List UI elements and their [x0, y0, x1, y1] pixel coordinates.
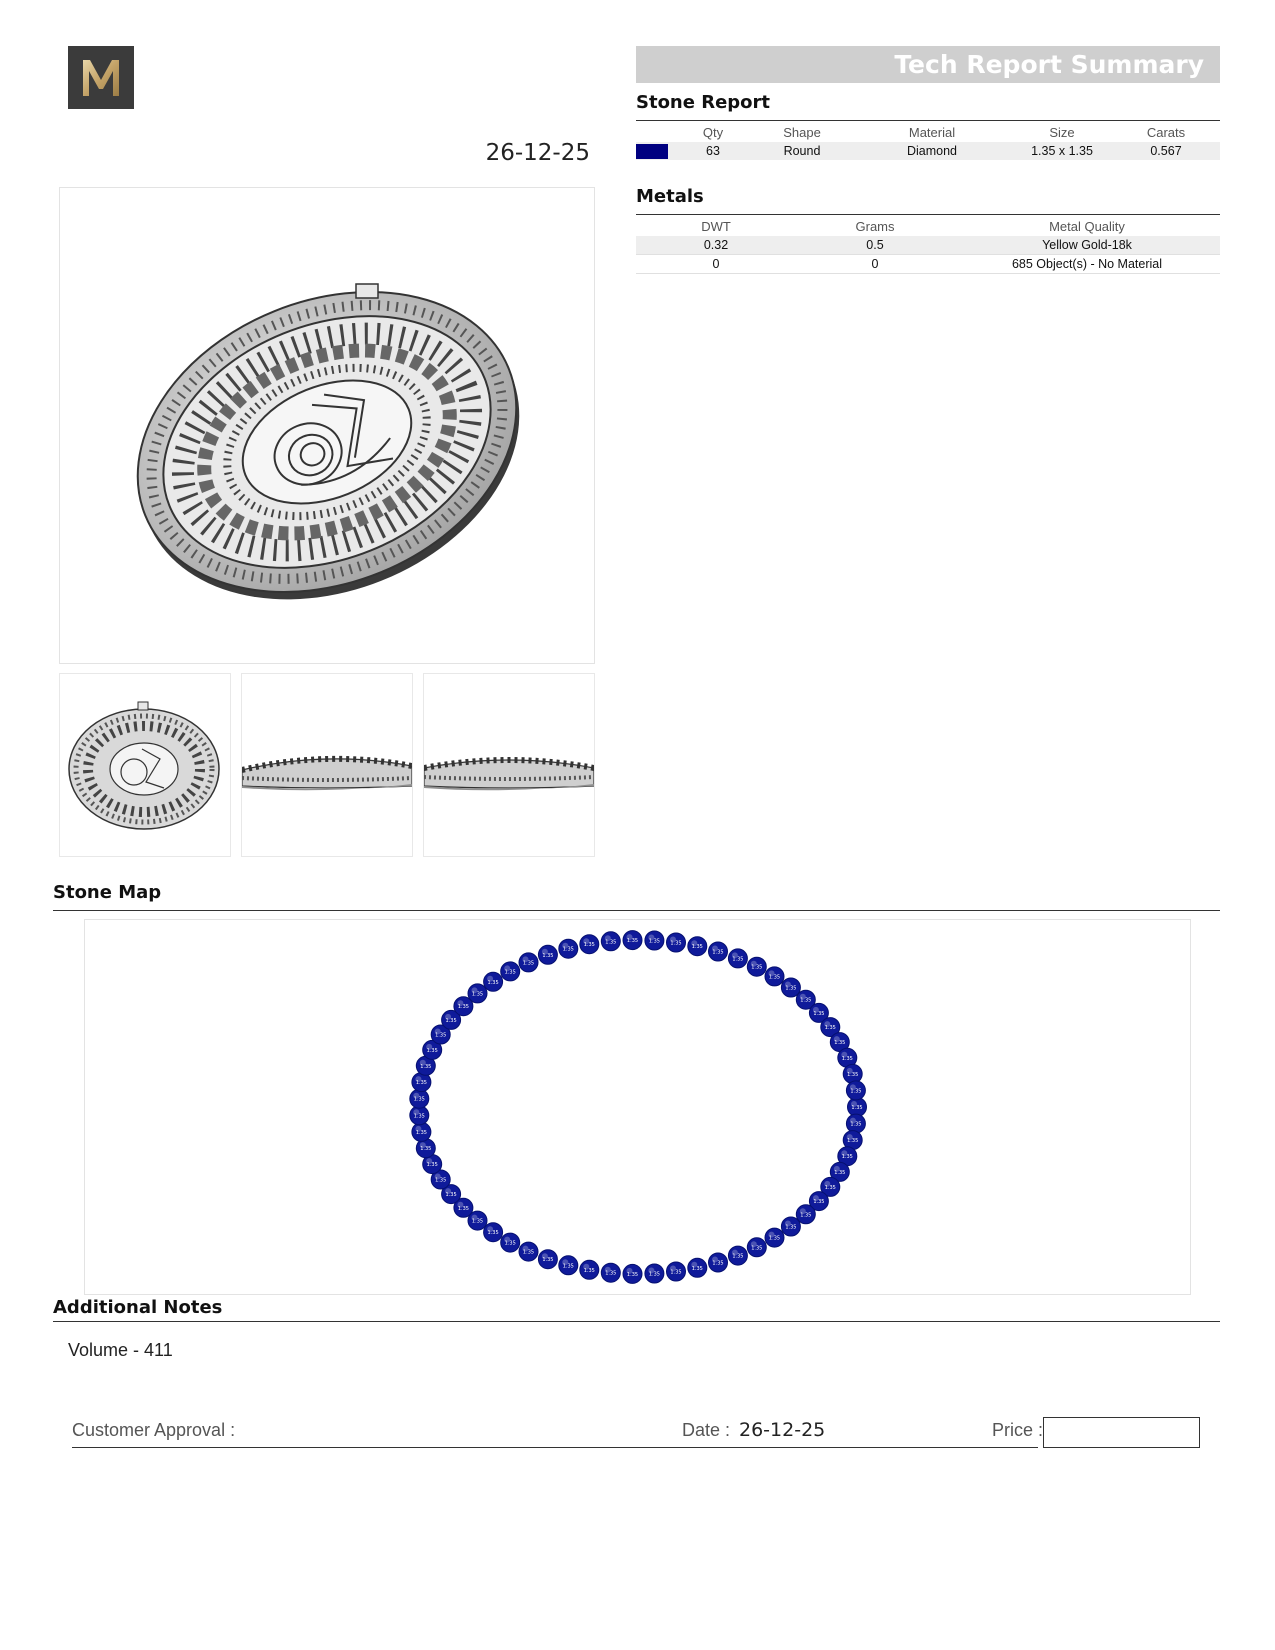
metal-quality-cell: Yellow Gold-18k — [954, 236, 1220, 255]
grams-cell: 0.5 — [796, 236, 954, 255]
stone-marker — [484, 972, 503, 991]
price-input-box[interactable] — [1043, 1417, 1200, 1448]
stone-size-label: 1.35 — [800, 1212, 812, 1219]
stone-marker — [848, 1098, 867, 1117]
stone-map-diagram — [85, 920, 1190, 1294]
carats-column-header: Carats — [1146, 125, 1186, 140]
stone-marker — [559, 1256, 578, 1275]
stone-marker — [688, 937, 707, 956]
price-label: Price : — [992, 1420, 1044, 1440]
stone-size-label: 1.35 — [712, 949, 724, 956]
stone-size-label: 1.35 — [785, 1224, 797, 1231]
stone-size-label: 1.35 — [445, 1192, 457, 1199]
stone-size-label: 1.35 — [457, 1205, 469, 1212]
signature-line[interactable] — [72, 1447, 1038, 1448]
stone-marker — [468, 984, 487, 1003]
stone-marker — [623, 1264, 642, 1283]
stone-size-label: 1.35 — [420, 1063, 432, 1070]
stone-size-label: 1.35 — [457, 1004, 469, 1011]
stone-size-label: 1.35 — [542, 1257, 554, 1264]
title-bar — [636, 46, 1220, 83]
grams-column-header: Grams — [855, 219, 895, 234]
stone-size-label: 1.35 — [850, 1121, 862, 1128]
stone-size-label: 1.35 — [583, 942, 595, 949]
stone-size-label: 1.35 — [751, 964, 763, 971]
stone-marker — [538, 1250, 557, 1269]
stone-size-label: 1.35 — [504, 1240, 516, 1247]
metal-quality-column-header: Metal Quality — [1049, 219, 1125, 234]
stone-marker — [843, 1064, 862, 1083]
stone-map-divider — [53, 910, 1220, 911]
stone-size-label: 1.35 — [712, 1260, 724, 1267]
stone-size-label: 1.35 — [847, 1071, 859, 1078]
stone-map-heading: Stone Map — [53, 882, 162, 903]
stone-size-label: 1.35 — [841, 1055, 853, 1062]
stone-size-label: 1.35 — [562, 946, 574, 953]
stone-size-label: 1.35 — [824, 1184, 836, 1191]
stone-size-label: 1.35 — [813, 1199, 825, 1206]
volume-note: Volume - 411 — [68, 1340, 173, 1360]
stone-size-label: 1.35 — [542, 952, 554, 959]
table-row — [636, 236, 1220, 255]
stone-size-label: 1.35 — [834, 1169, 846, 1176]
color-column-header — [636, 123, 674, 142]
stone-size-label: 1.35 — [648, 938, 660, 945]
thumbnail-front-render — [60, 674, 230, 856]
stone-size-label: 1.35 — [670, 1269, 682, 1276]
stone-size-label: 1.35 — [415, 1129, 427, 1136]
stone-marker — [580, 1260, 599, 1279]
stone-marker — [623, 931, 642, 950]
shape-cell: Round — [783, 144, 821, 158]
stone-size-label: 1.35 — [841, 1154, 853, 1161]
stone-map-view — [84, 919, 1191, 1295]
stone-marker — [559, 939, 578, 958]
metals-header-row — [636, 217, 1220, 236]
stone-size-label: 1.35 — [413, 1113, 425, 1120]
stone-size-label: 1.35 — [800, 997, 812, 1004]
shape-column-header: Shape — [783, 125, 821, 140]
stone-marker — [846, 1114, 865, 1133]
stone-marker — [412, 1122, 431, 1141]
grams-cell: 0 — [796, 255, 954, 274]
stone-marker — [519, 953, 538, 972]
stone-size-label: 1.35 — [471, 1218, 484, 1225]
stone-size-label: 1.35 — [522, 960, 535, 967]
stone-size-label: 1.35 — [504, 969, 516, 976]
stone-size-label: 1.35 — [435, 1177, 447, 1184]
stone-size-label: 1.35 — [732, 956, 744, 963]
table-row — [636, 142, 1220, 160]
stone-size-label: 1.35 — [426, 1047, 438, 1054]
stone-size-label: 1.35 — [847, 1138, 859, 1145]
report-date: 26-12-25 — [485, 140, 590, 166]
stone-marker — [601, 932, 620, 951]
metals-heading: Metals — [636, 186, 704, 207]
stone-marker — [728, 1246, 747, 1265]
stone-size-label: 1.35 — [605, 1270, 617, 1277]
stone-size-label: 1.35 — [834, 1040, 846, 1047]
stone-color-cell — [636, 142, 674, 160]
stone-size-label: 1.35 — [435, 1032, 447, 1039]
stone-size-label: 1.35 — [851, 1105, 863, 1111]
metal-quality-cell: 685 Object(s) - No Material — [954, 255, 1220, 274]
stone-size-label: 1.35 — [583, 1267, 595, 1274]
stone-size-label: 1.35 — [768, 974, 781, 981]
material-cell: Diamond — [906, 144, 958, 158]
stone-marker — [765, 1228, 784, 1247]
stone-marker — [728, 949, 747, 968]
logo-m-icon — [68, 46, 134, 109]
dwt-cell: 0 — [636, 255, 796, 274]
stone-marker — [601, 1263, 620, 1282]
metals-table — [636, 217, 1220, 274]
approval-date-label: Date : — [682, 1420, 731, 1440]
stone-size-label: 1.35 — [415, 1080, 427, 1087]
stone-report-heading: Stone Report — [636, 92, 771, 113]
stone-size-label: 1.35 — [751, 1245, 763, 1252]
metals-divider — [636, 214, 1220, 215]
stone-size-label: 1.35 — [420, 1146, 432, 1153]
size-column-header: Size — [1049, 125, 1075, 140]
thumbnail-side-render — [242, 674, 412, 856]
stone-size-label: 1.35 — [605, 939, 617, 946]
stone-size-label: 1.35 — [691, 1265, 703, 1272]
stone-marker — [667, 933, 686, 952]
stone-size-label: 1.35 — [487, 1230, 499, 1237]
customer-approval-label: Customer Approval : — [72, 1420, 236, 1440]
stone-marker — [709, 942, 728, 961]
stone-size-label: 1.35 — [824, 1025, 836, 1032]
stone-size-label: 1.35 — [522, 1249, 535, 1256]
material-column-header: Material — [908, 125, 956, 140]
stone-marker — [580, 935, 599, 954]
stone-report-table — [636, 123, 1220, 160]
carats-cell: 0.567 — [1150, 144, 1182, 158]
stone-size-label: 1.35 — [487, 979, 499, 986]
stone-marker — [410, 1089, 429, 1108]
thumbnail-side-render-2 — [424, 674, 594, 856]
pendant-render — [60, 188, 594, 663]
stone-size-label: 1.35 — [471, 991, 484, 998]
stone-marker — [519, 1242, 538, 1261]
stone-marker — [747, 1238, 766, 1257]
qty-column-header: Qty — [702, 125, 724, 140]
stone-marker — [846, 1081, 865, 1100]
stone-marker — [667, 1262, 686, 1281]
stone-report-divider — [636, 120, 1220, 121]
stone-size-label: 1.35 — [850, 1088, 862, 1095]
stone-marker — [645, 1264, 664, 1283]
stone-size-label: 1.35 — [626, 1271, 639, 1278]
stone-marker — [501, 1233, 520, 1252]
stone-marker — [781, 1217, 800, 1236]
thumbnail-side-view-2[interactable] — [423, 673, 595, 857]
stone-size-label: 1.35 — [768, 1235, 781, 1242]
stone-size-label: 1.35 — [413, 1096, 425, 1103]
stone-size-label: 1.35 — [562, 1263, 574, 1270]
qty-cell: 63 — [706, 144, 720, 158]
table-row — [636, 255, 1220, 274]
stone-marker — [709, 1253, 728, 1272]
main-render-view — [59, 187, 595, 664]
approval-date-value: 26-12-25 — [739, 1419, 826, 1441]
stone-marker — [484, 1223, 503, 1242]
stone-marker — [501, 962, 520, 981]
thumbnail-front-view[interactable] — [59, 673, 231, 857]
stone-size-label: 1.35 — [445, 1017, 457, 1024]
stone-size-label: 1.35 — [426, 1162, 438, 1169]
dwt-column-header: DWT — [701, 219, 731, 234]
stone-marker — [765, 967, 784, 986]
stone-size-label: 1.35 — [813, 1010, 825, 1017]
stone-size-label: 1.35 — [732, 1253, 744, 1260]
size-cell: 1.35 x 1.35 — [1031, 144, 1093, 158]
stone-marker — [645, 931, 664, 950]
stone-size-label: 1.35 — [785, 985, 797, 992]
stone-size-label: 1.35 — [670, 940, 682, 947]
stone-marker — [688, 1258, 707, 1277]
brand-logo — [68, 46, 134, 109]
stone-size-label: 1.35 — [691, 944, 703, 951]
stone-color-swatch — [636, 144, 668, 159]
stone-report-header-row — [636, 123, 1220, 142]
thumbnail-side-view[interactable] — [241, 673, 413, 857]
stone-size-label: 1.35 — [626, 938, 639, 945]
report-title: Tech Report Summary — [894, 50, 1204, 79]
stone-marker — [747, 957, 766, 976]
dwt-cell: 0.32 — [636, 236, 796, 255]
stone-marker — [538, 945, 557, 964]
stone-size-label: 1.35 — [648, 1271, 660, 1278]
additional-notes-heading: Additional Notes — [53, 1297, 223, 1318]
additional-notes-divider — [53, 1321, 1220, 1322]
